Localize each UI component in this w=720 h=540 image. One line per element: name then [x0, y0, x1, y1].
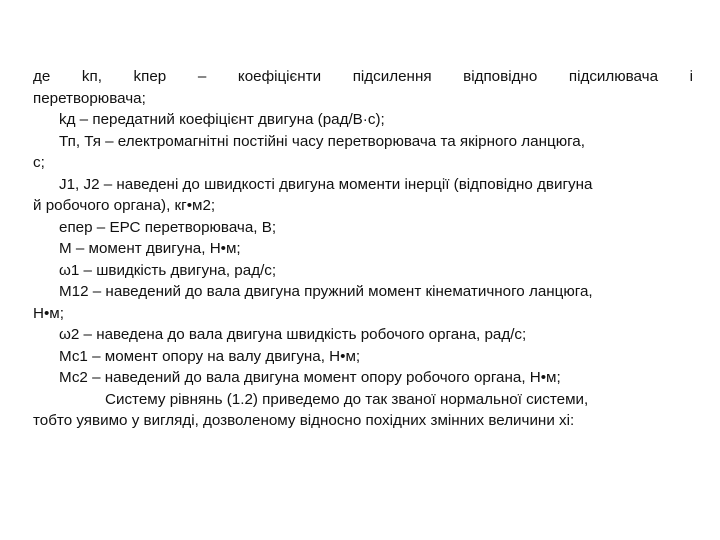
- text-line: тобто уявимо у вигляді, дозволеному відносно похідних змінних величини xi:: [33, 412, 575, 429]
- text-line: М12 – наведений до вала двигуна пружний момент кінематичного ланцюга,: [59, 283, 593, 300]
- text-line: с;: [33, 154, 45, 171]
- text-line: М – момент двигуна, Н•м;: [59, 240, 241, 257]
- text-line: й робочого органа), кг•м2;: [33, 197, 216, 214]
- text-line: де kп, kпер – коефіцієнти підсилення відповідно підсилювача і: [33, 68, 693, 85]
- text-line: kд – передатний коефіцієнт двигуна (рад/В·с);: [59, 111, 385, 128]
- text-line: Н•м;: [33, 304, 64, 322]
- text-line: Систему рівнянь (1.2) приведемо до так званої нормальної системи,: [105, 390, 589, 408]
- text-line: Мс1 – момент опору на валу двигуна, Н•м;: [59, 347, 361, 365]
- text-line: ω1 – швидкість двигуна, рад/с;: [59, 261, 277, 279]
- text-line: перетворювача;: [33, 89, 146, 107]
- document-text: [33, 66, 693, 432]
- text-line: eпер – ЕРС перетворювача, В;: [59, 218, 277, 236]
- text-line: Тп, Тя – електромагнітні постійні часу перетворювача та якірного ланцюга,: [59, 132, 585, 150]
- text-line: ω2 – наведена до вала двигуна швидкість робочого органа, рад/с;: [59, 326, 527, 343]
- text-line: Мс2 – наведений до вала двигуна момент опору робочого органа, Н•м;: [59, 369, 561, 386]
- text-line: J1, J2 – наведені до швидкості двигуна моменти інерції (відповідно двигуна: [59, 175, 593, 193]
